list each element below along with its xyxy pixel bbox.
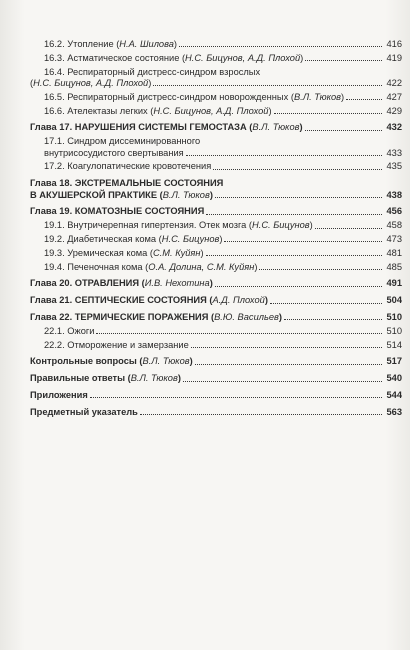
toc-entry-text: Предметный указатель: [30, 406, 138, 417]
leader-dots: [191, 347, 382, 348]
toc-entry-tail: ): [148, 78, 152, 88]
toc-entry-text: В АКУШЕРСКОЙ ПРАКТИКЕ (: [30, 189, 163, 200]
toc-entry-text: Глава 21. СЕПТИЧЕСКИЕ СОСТОЯНИЯ (: [30, 295, 213, 306]
toc-page-number: 427: [386, 91, 402, 102]
table-of-contents: [30, 39, 402, 421]
toc-entry-tail: ): [219, 233, 223, 244]
toc-entry-title: [44, 326, 94, 337]
leader-dots: [183, 381, 382, 382]
toc-entry-text: Контрольные вопросы (: [30, 356, 143, 367]
toc-entry-author: Н.С. Бицунов, А.Д. Плохой: [185, 52, 301, 63]
toc-entry: [30, 234, 402, 245]
toc-page-number: 540: [386, 373, 402, 384]
toc-entry-title: [30, 373, 181, 384]
toc-entry: [30, 53, 402, 64]
toc-entry-author: В.Л. Тюков: [142, 356, 190, 367]
toc-entry-text: 16.3. Астматическое состояние (: [44, 52, 186, 63]
toc-entry-tail: ): [177, 373, 181, 384]
toc-page-number: 438: [386, 189, 402, 200]
leader-dots: [224, 241, 382, 242]
leader-dots: [213, 169, 382, 170]
toc-entry-author: В.Ю. Васильев: [214, 311, 279, 322]
toc-entry-title: [44, 92, 344, 103]
toc-entry-title: [30, 407, 138, 418]
leader-dots: [195, 364, 382, 365]
toc-entry-tail: ): [341, 91, 345, 102]
toc-page-number: 485: [386, 261, 402, 272]
leader-dots: [284, 319, 382, 320]
toc-entry: [30, 356, 402, 367]
toc-page-number: 473: [386, 233, 402, 244]
toc-entry-tail: ): [264, 295, 268, 306]
leader-dots: [206, 214, 382, 215]
leader-dots: [305, 130, 382, 131]
toc-entry-title: [30, 278, 213, 289]
toc-page-number: 504: [386, 295, 402, 306]
toc-entry-text: внутрисосудистого свертывания: [44, 147, 184, 158]
toc-entry-author: И.В. Нехотина: [144, 278, 210, 289]
leader-dots: [153, 85, 382, 86]
toc-entry-title: [44, 106, 272, 117]
toc-entry-text: 17.2. Коагулопатические кровотечения: [44, 161, 212, 172]
toc-entry-author: О.А. Долина, С.М. Куйян: [148, 261, 255, 272]
toc-page-number: 510: [386, 311, 402, 322]
toc-entry: [30, 39, 402, 50]
leader-dots: [186, 155, 382, 156]
toc-entry-tail: ): [309, 220, 313, 231]
toc-entry-text: 19.1. Внутричерепная гипертензия. Отек мозга (: [44, 220, 253, 231]
leader-dots: [206, 255, 382, 256]
toc-page-number: 419: [386, 52, 402, 63]
toc-entry-text: Глава 22. ТЕРМИЧЕСКИЕ ПОРАЖЕНИЯ (: [30, 311, 215, 322]
toc-entry: [30, 122, 402, 133]
toc-page-number: 563: [386, 406, 402, 417]
toc-entry-text: 19.2. Диабетическая кома (: [44, 233, 162, 244]
toc-entry-title: [30, 295, 268, 306]
toc-entry: [30, 248, 402, 259]
toc-entry-title: [44, 39, 177, 50]
toc-entry-title: [44, 220, 313, 231]
toc-entry-tail: ): [278, 311, 283, 322]
leader-dots: [270, 303, 382, 304]
toc-entry: [30, 67, 402, 90]
toc-entry-title: [30, 78, 151, 89]
toc-entry-tail: ): [268, 105, 272, 116]
toc-entry-author: В.Л. Тюков: [293, 91, 342, 102]
toc-entry-text: Глава 17. НАРУШЕНИЯ СИСТЕМЫ ГЕМОСТАЗА (: [30, 122, 253, 133]
toc-entry-text: 22.1. Ожоги: [44, 325, 95, 336]
toc-entry-title-line: 16.4. Респираторный дистресс-синдром взрослых: [44, 66, 261, 77]
toc-entry-title: [44, 248, 204, 259]
toc-entry-text: Глава 19. КОМАТОЗНЫЕ СОСТОЯНИЯ: [30, 206, 205, 217]
toc-entry-text: (: [30, 78, 34, 88]
leader-dots: [259, 269, 382, 270]
toc-entry-title: [30, 312, 282, 323]
toc-entry: [30, 92, 402, 103]
leader-dots: [305, 60, 382, 61]
toc-entry-title: [44, 340, 189, 351]
toc-entry-title: [30, 206, 204, 217]
toc-page-number: 514: [386, 339, 402, 350]
toc-entry: [30, 106, 402, 117]
toc-entry: [30, 278, 402, 289]
toc-entry-tail: ): [200, 247, 204, 258]
toc-entry-text: 16.6. Ателектазы легких (: [44, 105, 154, 116]
leader-dots: [346, 99, 382, 100]
toc-entry-tail: ): [209, 278, 213, 289]
toc-entry-author: Н.С. Бицунов: [252, 220, 310, 231]
toc-entry-tail: ): [189, 356, 193, 367]
toc-entry: [30, 136, 402, 159]
toc-page-number: 510: [386, 325, 402, 336]
toc-page-number: 544: [386, 389, 402, 400]
toc-entry-title: [44, 161, 211, 172]
toc-page-number: 422: [386, 78, 402, 88]
leader-dots: [274, 113, 382, 114]
toc-entry-author: Н.С. Бицунов: [161, 233, 220, 244]
toc-entry-text: Приложения: [30, 389, 88, 400]
toc-page-number: 433: [386, 147, 402, 158]
toc-entry-text: 19.3. Уремическая кома (: [44, 247, 153, 258]
toc-entry-author: Н.С. Бицунов, А.Д. Плохой: [153, 105, 269, 116]
toc-page-number: 456: [386, 206, 402, 217]
toc-entry-tail: ): [254, 261, 258, 272]
leader-dots: [315, 228, 382, 229]
toc-entry: [30, 326, 402, 337]
toc-entry: [30, 390, 402, 401]
toc-page-number: 481: [386, 247, 402, 258]
toc-entry-text: 19.4. Печеночная кома (: [44, 261, 149, 272]
leader-dots: [90, 397, 382, 398]
toc-entry-text: Правильные ответы (: [30, 373, 131, 384]
toc-page-number: 416: [386, 39, 402, 49]
toc-entry-tail: ): [209, 189, 213, 200]
toc-page-number: 458: [386, 220, 402, 231]
toc-page-number: 429: [386, 105, 402, 116]
toc-entry-title-line: 17.1. Синдром диссеминированного: [44, 136, 201, 147]
toc-entry-author: В.Л. Тюков: [162, 189, 210, 200]
toc-page-number: 517: [386, 356, 402, 367]
toc-entry-title: [44, 53, 303, 64]
toc-entry-title: [30, 390, 88, 401]
toc-entry: [30, 312, 402, 323]
toc-entry-title: [30, 356, 193, 367]
toc-entry: [30, 262, 402, 273]
toc-entry-title: [44, 262, 257, 273]
toc-entry-author: Н.А. Шилова: [119, 39, 174, 49]
leader-dots: [215, 197, 382, 198]
toc-entry-title: [30, 122, 303, 133]
toc-entry-author: Н.С. Бицунов, А.Д. Плохой: [33, 78, 149, 88]
toc-entry-text: 16.5. Респираторный дистресс-синдром новорожденных (: [44, 91, 294, 102]
toc-entry-tail: ): [299, 122, 303, 133]
toc-entry: [30, 178, 402, 201]
toc-page-number: 491: [386, 278, 402, 289]
toc-entry: [30, 220, 402, 231]
toc-entry-title: [44, 148, 184, 159]
toc-entry-tail: ): [173, 39, 178, 49]
toc-entry: [30, 407, 402, 418]
toc-entry-title: [30, 190, 213, 201]
toc-entry-author: А.Д. Плохой: [212, 295, 265, 306]
toc-entry-title: [44, 234, 222, 245]
toc-entry: [30, 373, 402, 384]
toc-page-number: 432: [386, 122, 402, 133]
toc-entry: [30, 295, 402, 306]
toc-page-number: 435: [386, 161, 402, 172]
toc-entry-text: Глава 20. ОТРАВЛЕНИЯ (: [30, 278, 145, 289]
toc-entry-author: С.М. Куйян: [152, 247, 201, 258]
toc-entry: [30, 340, 402, 351]
toc-entry: [30, 161, 402, 172]
toc-entry-title-line: Глава 18. ЭКСТРЕМАЛЬНЫЕ СОСТОЯНИЯ: [30, 178, 224, 189]
leader-dots: [140, 414, 382, 415]
toc-entry-text: 16.2. Утопление (: [44, 39, 120, 49]
toc-entry: [30, 206, 402, 217]
leader-dots: [96, 333, 382, 334]
toc-entry-text: 22.2. Отморожение и замерзание: [44, 339, 189, 350]
toc-entry-tail: ): [300, 52, 304, 63]
toc-entry-author: В.Л. Тюков: [252, 122, 300, 133]
leader-dots: [215, 286, 382, 287]
toc-entry-author: В.Л. Тюков: [130, 373, 178, 384]
leader-dots: [179, 46, 382, 47]
